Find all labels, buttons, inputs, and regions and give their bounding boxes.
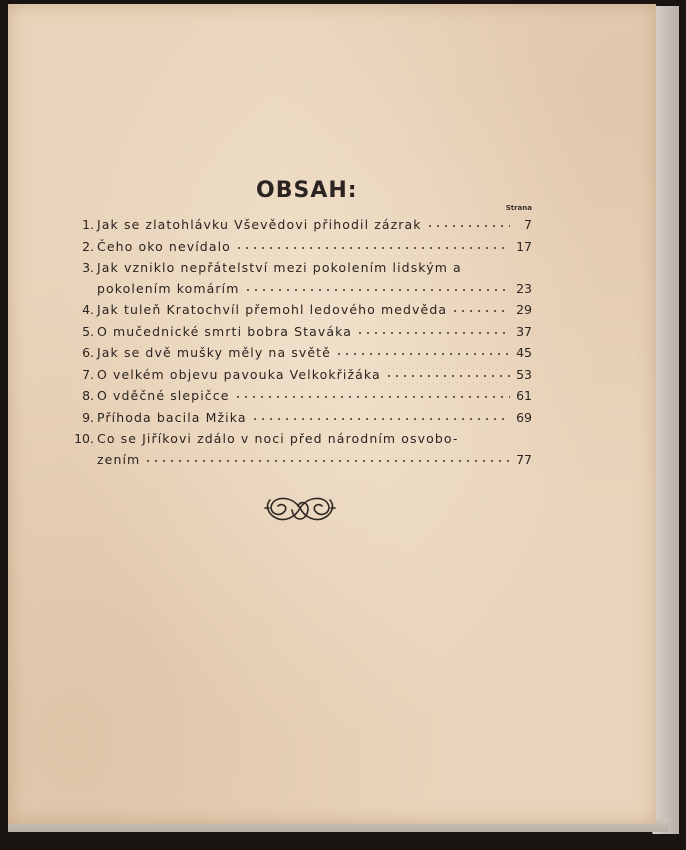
entry-title: Příhoda bacila Mžika — [97, 409, 247, 425]
entry-page: 45 — [516, 345, 532, 360]
entry-line — [97, 367, 532, 382]
dot-leader — [144, 459, 510, 463]
page-edge-right — [652, 6, 679, 834]
entry-number: 5. — [82, 323, 94, 339]
toc-entry-7 — [70, 364, 532, 386]
toc-entry-3 — [70, 257, 532, 299]
entry-number: 3. — [82, 260, 94, 275]
entry-number: 1. — [82, 217, 94, 232]
toc-entry-1 — [70, 214, 532, 236]
entry-title: O velkém objevu pavouka Velkokřižáka — [97, 366, 381, 382]
entry-page: 17 — [516, 238, 532, 254]
entry-number: 8. — [82, 388, 94, 403]
entry-line — [97, 410, 532, 425]
toc-entry-8 — [70, 385, 532, 407]
dot-leader — [244, 288, 511, 292]
entry-page: 7 — [524, 217, 532, 232]
entry-line — [97, 431, 532, 446]
toc-entry-2 — [70, 236, 532, 258]
entry-number: 4. — [82, 302, 94, 317]
entry-page: 37 — [516, 323, 532, 339]
table-of-contents — [70, 214, 532, 470]
entry-title: Jak se dvě mušky měly na světě — [97, 345, 331, 360]
entry-line-continued — [97, 281, 532, 296]
entry-title: Co se Jiříkovi zdálo v noci před národním osvobo- — [97, 431, 459, 446]
dot-leader — [426, 224, 510, 228]
entry-title: Jak vzniklo nepřátelství mezi pokolením lidským a — [97, 260, 462, 275]
entry-title: O mučednické smrti bobra Staváka — [97, 323, 353, 339]
entry-page: 53 — [516, 366, 532, 382]
contents-title: OBSAH: — [256, 178, 358, 203]
entry-line — [97, 217, 532, 232]
entry-line — [97, 260, 532, 275]
entry-page: 23 — [516, 281, 532, 296]
entry-page: 29 — [516, 302, 532, 317]
scroll-flourish-icon — [262, 488, 338, 528]
toc-entry-6 — [70, 342, 532, 364]
toc-entry-5 — [70, 321, 532, 343]
dot-leader — [234, 395, 510, 399]
entry-title: Jak se zlatohlávku Vševědovi přihodil zázrak — [97, 217, 422, 232]
entry-number: 6. — [82, 345, 94, 360]
toc-entry-4 — [70, 299, 532, 321]
entry-line — [97, 302, 532, 317]
dot-leader — [235, 246, 510, 250]
entry-title: Jak tuleň Kratochvíl přemohl ledového medvěda — [97, 302, 448, 317]
page-column-label: Strana — [505, 204, 532, 212]
dot-leader — [356, 331, 510, 335]
entry-page: 61 — [516, 388, 532, 403]
dot-leader — [335, 352, 510, 356]
entry-line — [97, 239, 532, 254]
entry-number: 7. — [82, 366, 94, 382]
entry-line-continued — [97, 452, 532, 467]
entry-number: 2. — [82, 238, 94, 254]
entry-page: 69 — [516, 409, 532, 425]
entry-page: 77 — [516, 452, 532, 467]
entry-title-continued: pokolením komárím — [97, 281, 240, 296]
entry-title: Čeho oko nevídalo — [97, 238, 231, 254]
entry-title: O vděčné slepičce — [97, 388, 230, 403]
dot-leader — [251, 417, 510, 421]
dot-leader — [451, 309, 510, 313]
entry-line — [97, 324, 532, 339]
entry-number: 9. — [82, 409, 94, 425]
entry-line — [97, 388, 532, 403]
dot-leader — [385, 374, 510, 378]
entry-line — [97, 345, 532, 360]
toc-entry-9 — [70, 407, 532, 429]
entry-number: 10. — [74, 431, 94, 446]
toc-entry-10 — [70, 428, 532, 470]
entry-title-continued: zením — [97, 452, 141, 467]
